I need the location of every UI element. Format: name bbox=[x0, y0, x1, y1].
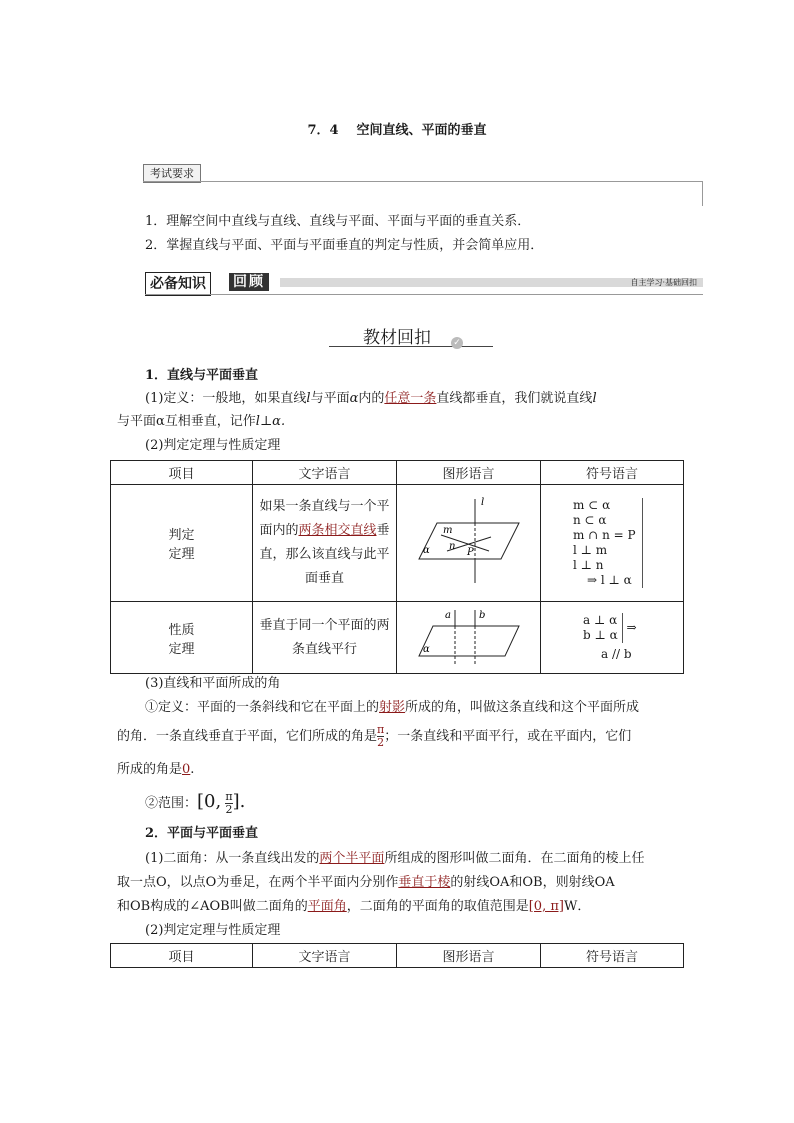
svg-text:P: P bbox=[466, 547, 474, 558]
table-cell-symbol: a ⊥ α b ⊥ α ⇒ a // b bbox=[541, 602, 684, 674]
exam-item-1: 1．理解空间中直线与直线、直线与平面、平面与平面的垂直关系． bbox=[145, 214, 531, 229]
check-icon: ✓ bbox=[451, 337, 463, 349]
plane-perpendicular-diagram bbox=[409, 491, 529, 591]
table-header: 文字语言 bbox=[253, 944, 397, 968]
s2-line3: 和OB构成的∠AOB叫做二面角的平面角，二面角的平面角的取值范围是[0, π]W． bbox=[117, 899, 591, 914]
table-cell-text: 垂直于同一个平面的两条直线平行 bbox=[253, 602, 397, 674]
svg-text:a: a bbox=[444, 609, 451, 621]
title-text: 空间直线、平面的垂直 bbox=[356, 123, 487, 138]
table-header-row bbox=[111, 944, 684, 968]
theorem-table-2 bbox=[110, 943, 684, 968]
divider bbox=[145, 294, 703, 295]
angle-range: ②范围：[0, $\frac{\pi}{2}$]. bbox=[145, 790, 246, 816]
angle-def-line2: 的角．一条直线垂直于平面，它们所成的角是 $\frac{\pi}{2}$；一条直线和平面平行，或在平面内，它们 bbox=[117, 723, 632, 749]
angle-def-line1: ①定义：平面的一条斜线和它在平面上的射影所成的角，叫做这条直线和这个平面所成 bbox=[145, 700, 640, 715]
table-cell-figure bbox=[397, 602, 541, 674]
svg-text:n: n bbox=[448, 541, 455, 552]
svg-text:α: α bbox=[422, 545, 430, 556]
s1-definition-line2: 与平面α互相垂直，记作l⊥α. bbox=[117, 414, 286, 429]
table-cell-item: 判定 定理 bbox=[111, 485, 253, 602]
theorem-table-1 bbox=[110, 460, 684, 674]
exam-requirements-box bbox=[143, 164, 703, 206]
s2-theorem-heading: (2)判定定理与性质定理 bbox=[145, 923, 281, 938]
table-cell-figure bbox=[397, 485, 541, 602]
banner-main: 必备知识 bbox=[145, 272, 211, 296]
answer-blank: 任意一条 bbox=[384, 391, 437, 406]
table-cell-symbol: m ⊂ α n ⊂ α m ∩ n = P l ⊥ m l ⊥ n ⇒ l ⊥ α bbox=[541, 485, 684, 602]
svg-text:m: m bbox=[442, 525, 452, 536]
banner-badge: 回顾 bbox=[229, 273, 269, 291]
s2-line2: 取一点O，以点O为垂足，在两个半平面内分别作垂直于棱的射线OA和OB，则射线OA bbox=[117, 875, 615, 890]
s1-theorem-heading: (2)判定定理与性质定理 bbox=[145, 438, 281, 453]
table-header-row bbox=[111, 461, 684, 485]
svg-text:b: b bbox=[478, 609, 485, 621]
table-cell-item: 性质 定理 bbox=[111, 602, 253, 674]
divider bbox=[143, 181, 703, 182]
s1-definition-line1: (1)定义：一般地，如果直线l与平面α内的任意一条直线都垂直，我们就说直线l bbox=[145, 391, 597, 406]
banner-subtitle: 自主学习·基础回扣 bbox=[630, 278, 697, 287]
table-header: 符号语言 bbox=[541, 461, 684, 485]
table-header: 图形语言 bbox=[397, 944, 541, 968]
svg-text:α: α bbox=[422, 643, 430, 655]
section-title: 教材回扣 bbox=[363, 328, 431, 348]
angle-heading: (3)直线和平面所成的角 bbox=[145, 676, 281, 691]
s1-heading: 1．直线与平面垂直 bbox=[145, 368, 259, 383]
section-underline bbox=[329, 346, 493, 347]
page-title bbox=[0, 119, 794, 138]
table-row bbox=[111, 485, 684, 602]
table-header: 项目 bbox=[111, 461, 253, 485]
svg-text:l: l bbox=[480, 497, 484, 508]
table-header: 符号语言 bbox=[541, 944, 684, 968]
exam-item-2: 2．掌握直线与平面、平面与平面垂直的判定与性质，并会简单应用． bbox=[145, 238, 544, 253]
parallel-lines-diagram bbox=[409, 606, 529, 666]
table-cell-text: 如果一条直线与一个平面内的两条相交直线垂直，那么该直线与此平面垂直 bbox=[253, 485, 397, 602]
table-header: 项目 bbox=[111, 944, 253, 968]
s2-heading: 2．平面与平面垂直 bbox=[145, 826, 259, 841]
knowledge-banner bbox=[145, 272, 703, 294]
angle-def-line3: 所成的角是0. bbox=[117, 762, 195, 777]
s2-line1: (1)二面角：从一条直线出发的两个半平面所组成的图形叫做二面角．在二面角的棱上任 bbox=[145, 851, 645, 866]
title-number: 7．4 bbox=[307, 123, 339, 138]
table-header: 图形语言 bbox=[397, 461, 541, 485]
exam-label: 考试要求 bbox=[143, 164, 201, 183]
table-row bbox=[111, 602, 684, 674]
divider bbox=[702, 181, 703, 206]
table-header: 文字语言 bbox=[253, 461, 397, 485]
